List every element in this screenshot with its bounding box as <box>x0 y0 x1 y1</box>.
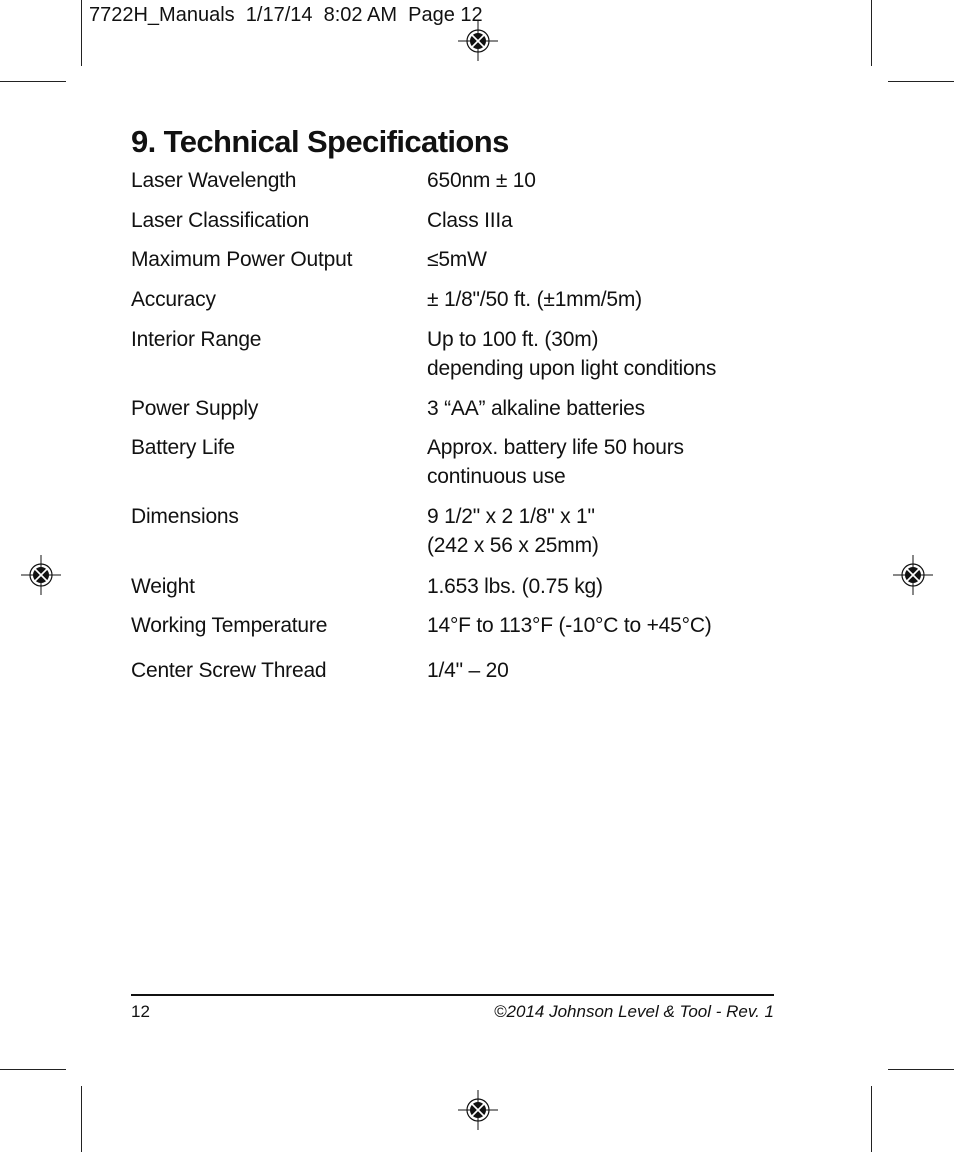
crop-mark <box>888 1069 954 1070</box>
registration-mark-icon <box>458 21 498 61</box>
spec-label: Maximum Power Output <box>131 248 353 271</box>
crop-mark <box>871 0 872 66</box>
spec-label: Center Screw Thread <box>131 659 327 682</box>
crop-mark <box>81 1086 82 1152</box>
print-slug: 7722H_Manuals 1/17/14 8:02 AM Page 12 <box>89 4 483 26</box>
spec-value: 1/4" – 20 <box>427 659 509 682</box>
spec-label: Dimensions <box>131 505 239 528</box>
spec-value: ≤5mW <box>427 248 487 271</box>
spec-value: 1.653 lbs. (0.75 kg) <box>427 575 603 598</box>
footer-rule <box>131 994 774 996</box>
spec-label: Laser Classification <box>131 209 310 232</box>
spec-label: Accuracy <box>131 288 216 311</box>
page-number: 12 <box>131 1002 150 1021</box>
registration-mark-icon <box>893 555 933 595</box>
spec-value: 650nm ± 10 <box>427 169 536 192</box>
registration-mark-icon <box>21 555 61 595</box>
spec-value: 9 1/2" x 2 1/8" x 1" (242 x 56 x 25mm) <box>427 505 599 557</box>
spec-label: Laser Wavelength <box>131 169 297 192</box>
crop-mark <box>888 81 954 82</box>
crop-mark <box>81 0 82 66</box>
copyright-notice: ©2014 Johnson Level & Tool - Rev. 1 <box>494 1002 774 1021</box>
crop-mark <box>0 1069 66 1070</box>
spec-value: Up to 100 ft. (30m) depending upon light conditions <box>427 328 717 380</box>
spec-value: Approx. battery life 50 hours continuous use <box>427 436 684 488</box>
registration-mark-icon <box>458 1090 498 1130</box>
spec-value: ± 1/8"/50 ft. (±1mm/5m) <box>427 288 642 311</box>
crop-mark <box>871 1086 872 1152</box>
spec-label: Weight <box>131 575 195 598</box>
spec-value: 3 “AA” alkaline batteries <box>427 397 645 420</box>
spec-label: Working Temperature <box>131 614 328 637</box>
spec-label: Power Supply <box>131 397 259 420</box>
crop-mark <box>0 81 66 82</box>
spec-value: Class IIIa <box>427 209 513 232</box>
spec-value: 14°F to 113°F (-10°C to +45°C) <box>427 614 712 637</box>
page-title: 9. Technical Specifications <box>131 124 509 159</box>
spec-label: Interior Range <box>131 328 262 351</box>
spec-label: Battery Life <box>131 436 235 459</box>
